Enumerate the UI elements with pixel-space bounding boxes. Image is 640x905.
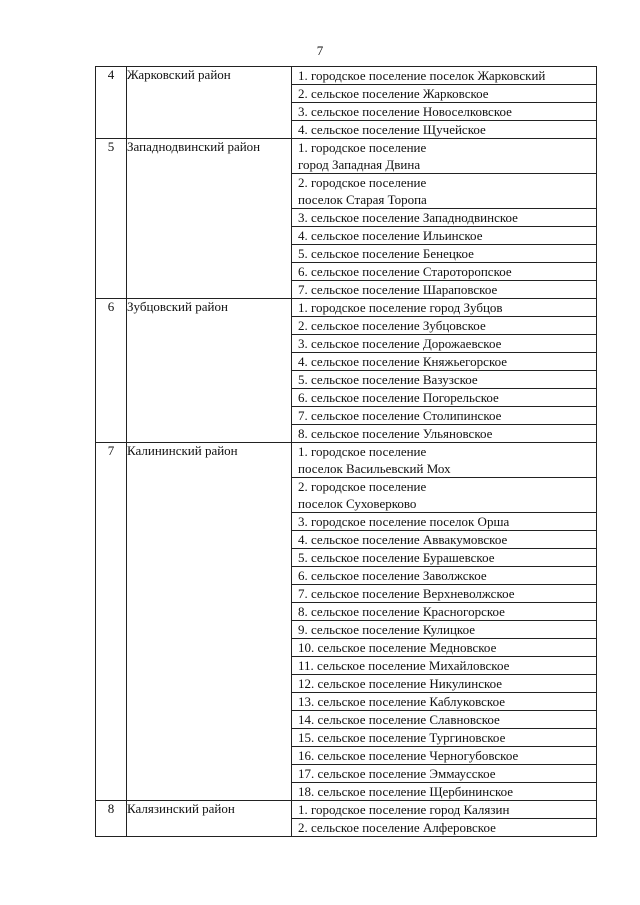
settlement-item — [292, 102, 596, 120]
settlement-line: поселок Старая Торопа — [298, 192, 427, 207]
settlement-line: 1. городское поселение поселок Жарковский — [298, 68, 546, 83]
settlement-line: 14. сельское поселение Славновское — [298, 712, 500, 727]
settlement-item — [292, 84, 596, 102]
settlement-item — [292, 352, 596, 370]
settlement-item — [292, 566, 596, 584]
settlement-line: 4. сельское поселение Аввакумовское — [298, 532, 508, 547]
settlement-line: 5. сельское поселение Вазузское — [298, 372, 478, 387]
settlement-line: 4. сельское поселение Ильинское — [298, 228, 483, 243]
settlement-item — [292, 656, 596, 674]
district-row — [96, 443, 597, 801]
settlement-line: 3. городское поселение поселок Орша — [298, 514, 510, 529]
settlement-list — [292, 299, 597, 443]
settlement-line: 3. сельское поселение Новоселковское — [298, 104, 512, 119]
settlement-line: 3. сельское поселение Западнодвинское — [298, 210, 518, 225]
settlement-list — [292, 67, 597, 139]
settlement-item — [292, 692, 596, 710]
settlement-item — [292, 602, 596, 620]
district-number: 8 — [96, 801, 127, 837]
settlement-line: 6. сельское поселение Староторопское — [298, 264, 512, 279]
settlement-line: 4. сельское поселение Княжьегорское — [298, 354, 508, 369]
settlement-item — [292, 173, 596, 208]
settlement-item — [292, 316, 596, 334]
district-name: Калязинский район — [127, 801, 292, 837]
settlement-item — [292, 728, 596, 746]
settlement-item — [292, 299, 596, 316]
settlement-line: 18. сельское поселение Щербининское — [298, 784, 514, 799]
settlement-line: 13. сельское поселение Каблуковское — [298, 694, 506, 709]
settlement-line: 8. сельское поселение Ульяновское — [298, 426, 493, 441]
settlement-item — [292, 244, 596, 262]
table-body — [96, 67, 597, 837]
settlement-line: 4. сельское поселение Щучейское — [298, 122, 486, 137]
settlement-line: 1. городское поселение — [298, 140, 427, 155]
settlement-item — [292, 226, 596, 244]
page-number: 7 — [316, 43, 324, 58]
settlement-list — [292, 801, 597, 837]
settlement-line: 1. городское поселение город Зубцов — [298, 300, 503, 315]
settlement-line: 12. сельское поселение Никулинское — [298, 676, 503, 691]
settlement-line: 7. сельское поселение Столипинское — [298, 408, 502, 423]
settlement-item — [292, 406, 596, 424]
settlement-item — [292, 443, 596, 477]
district-row — [96, 801, 597, 837]
settlement-line: 16. сельское поселение Черногубовское — [298, 748, 519, 763]
settlement-item — [292, 120, 596, 138]
settlement-line: 15. сельское поселение Тургиновское — [298, 730, 506, 745]
district-number: 5 — [96, 139, 127, 299]
settlement-line: 2. сельское поселение Зубцовское — [298, 318, 486, 333]
settlement-line: 7. сельское поселение Шараповское — [298, 282, 498, 297]
settlement-line: город Западная Двина — [298, 157, 421, 172]
settlement-item — [292, 638, 596, 656]
settlement-line: 3. сельское поселение Дорожаевское — [298, 336, 502, 351]
settlement-item — [292, 334, 596, 352]
settlement-line: 2. сельское поселение Жарковское — [298, 86, 489, 101]
district-row — [96, 67, 597, 139]
district-number: 4 — [96, 67, 127, 139]
district-row — [96, 139, 597, 299]
settlement-line: 7. сельское поселение Верхневолжское — [298, 586, 515, 601]
settlement-line: 6. сельское поселение Погорельское — [298, 390, 499, 405]
settlement-line: поселок Васильевский Мох — [298, 461, 451, 476]
settlement-line: 17. сельское поселение Эммаусское — [298, 766, 496, 781]
settlement-item — [292, 208, 596, 226]
settlement-item — [292, 548, 596, 566]
settlement-item — [292, 782, 596, 800]
settlement-line: 5. сельское поселение Бенецкое — [298, 246, 474, 261]
settlement-item — [292, 477, 596, 512]
settlement-line: 1. городское поселение город Калязин — [298, 802, 510, 817]
settlement-line: 9. сельское поселение Кулицкое — [298, 622, 475, 637]
settlement-line: 8. сельское поселение Красногорское — [298, 604, 505, 619]
settlement-item — [292, 584, 596, 602]
settlement-item — [292, 764, 596, 782]
settlement-item — [292, 424, 596, 442]
settlement-item — [292, 746, 596, 764]
district-number: 7 — [96, 443, 127, 801]
settlement-line: 10. сельское поселение Медновское — [298, 640, 497, 655]
settlement-item — [292, 370, 596, 388]
district-name: Жарковский район — [127, 67, 292, 139]
settlement-item — [292, 262, 596, 280]
settlement-item — [292, 818, 596, 836]
settlement-item — [292, 280, 596, 298]
district-number: 6 — [96, 299, 127, 443]
settlement-line: 2. городское поселение — [298, 175, 427, 190]
settlement-item — [292, 620, 596, 638]
settlement-line: 2. сельское поселение Алферовское — [298, 820, 496, 835]
district-name: Калининский район — [127, 443, 292, 801]
district-row — [96, 299, 597, 443]
settlement-line: 11. сельское поселение Михайловское — [298, 658, 510, 673]
settlement-item — [292, 674, 596, 692]
settlement-item — [292, 139, 596, 173]
settlement-item — [292, 801, 596, 818]
settlement-line: поселок Суховерково — [298, 496, 417, 511]
settlement-line: 2. городское поселение — [298, 479, 427, 494]
settlement-line: 6. сельское поселение Заволжское — [298, 568, 487, 583]
settlements-table — [95, 66, 597, 837]
settlement-list — [292, 139, 597, 299]
settlement-line: 5. сельское поселение Бурашевское — [298, 550, 495, 565]
settlement-item — [292, 388, 596, 406]
settlement-item — [292, 530, 596, 548]
settlement-item — [292, 512, 596, 530]
district-name: Зубцовский район — [127, 299, 292, 443]
settlement-item — [292, 710, 596, 728]
settlement-line: 1. городское поселение — [298, 444, 427, 459]
settlement-item — [292, 67, 596, 84]
district-name: Западнодвинский район — [127, 139, 292, 299]
settlement-list — [292, 443, 597, 801]
